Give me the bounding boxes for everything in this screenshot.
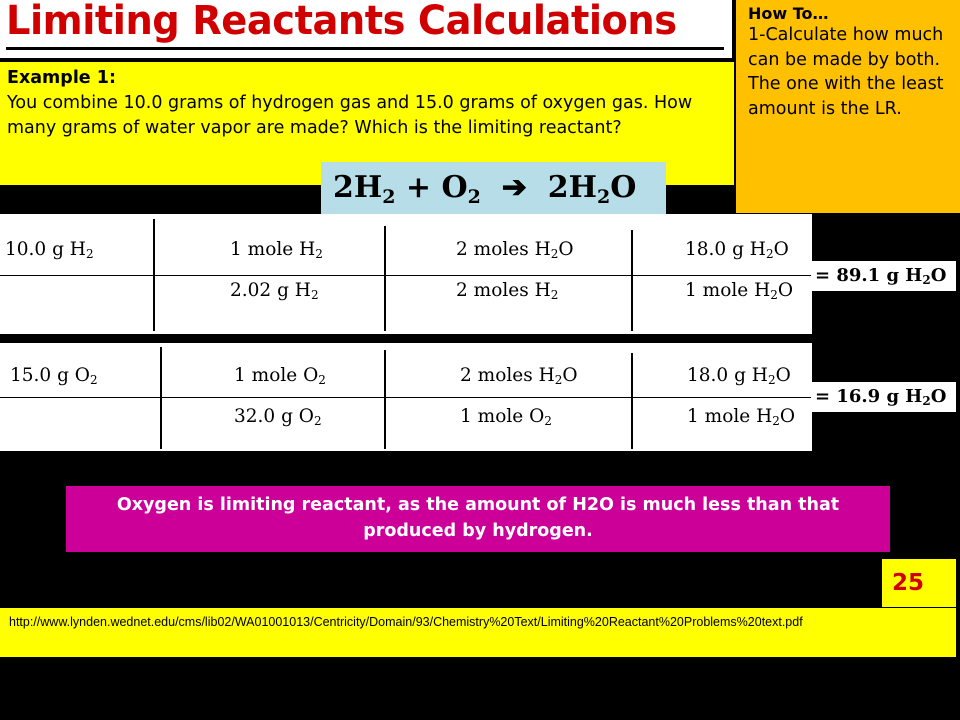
table-cell: 2 moles $H_2O$ [460,365,578,387]
table-cell: 1 mole $O_2$ [234,365,326,387]
table-cell: 32.0 g $O_2$ [234,406,322,428]
table-cell: 2 moles $H_2$ [456,280,559,302]
oxygen-result: = 16.9 g $H_2O$ [811,382,956,412]
table-cell: 1 mole $H_2O$ [687,406,796,428]
howto-heading: How To… [748,4,829,23]
conclusion-box: Oxygen is limiting reactant, as the amount of H2O is much less than that produced by hydrogen. [66,486,890,552]
balanced-equation [321,162,666,214]
table-cell: 10.0 g $H_2$ [5,239,94,261]
eq-sub: 2 [467,186,481,208]
slide-number: 25 [882,559,956,607]
table-cell: 1 mole $H_2$ [230,239,323,261]
title-underline [6,47,724,50]
table-cell: 1 mole $H_2O$ [685,280,794,302]
eq-part: 2H [547,170,597,205]
slide-title: Limiting Reactants Calculations [6,0,677,44]
eq-part: 2H [333,170,383,205]
source-link[interactable]: http://www.lynden.wednet.edu/cms/lib02/WA01001013/Centricity/Domain/93/Chemistry%20Text/Limiting%20Reactant%20Problems%20text.pdf [0,608,956,657]
example-heading: Example 1: [7,68,116,88]
table-cell: 18.0 g $H_2O$ [685,239,789,261]
howto-text: 1-Calculate how much can be made by both. The one with the least amount is the LR. [748,25,944,119]
table-cell: 15.0 g $O_2$ [10,365,98,387]
arrow-icon: ➔ [480,170,548,205]
eq-part: O [610,170,637,205]
example-text: You combine 10.0 grams of hydrogen gas and 15.0 grams of oxygen gas. How many grams of water vapor are made? Which is the limiting reactant? [7,93,693,138]
table-cell: 1 mole $O_2$ [460,406,552,428]
eq-sub: 2 [382,186,396,208]
table-cell: 18.0 g $H_2O$ [687,365,791,387]
eq-sub: 2 [597,186,611,208]
table-cell: 2 moles $H_2O$ [456,239,574,261]
oxygen-conversion-table [0,343,812,451]
eq-part: + O [395,170,468,205]
hydrogen-conversion-table [0,214,812,334]
hydrogen-result: = 89.1 g $H_2O$ [811,261,956,291]
howto-box [736,0,960,213]
table-cell: 2.02 g $H_2$ [230,280,319,302]
